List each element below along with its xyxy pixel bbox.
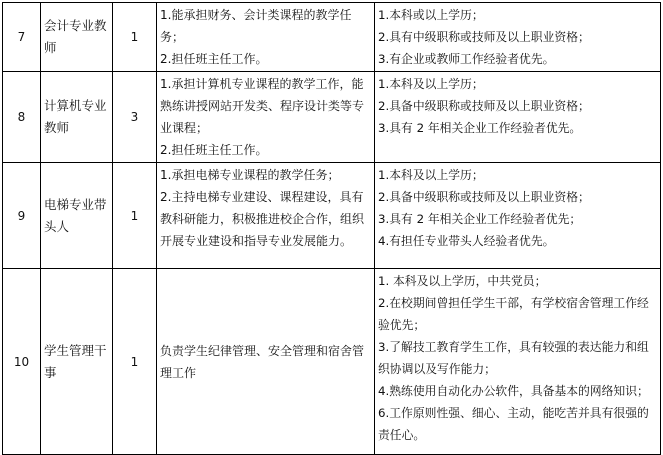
table-row — [3, 269, 661, 455]
requirements-cell — [375, 3, 661, 72]
requirement-line: 3.具有 2 年相关企业工作经验者优先； — [378, 212, 582, 226]
headcount: 1 — [113, 163, 157, 269]
duty-line: 1.承担计算机专业课程的教学工作，能熟练讲授网站开发类、程序设计类等专业课程； — [160, 77, 365, 135]
headcount: 1 — [113, 269, 157, 455]
position-name: 学生管理干事 — [41, 269, 113, 455]
requirement-line: 2.具备中级职称或技师及以上职业资格； — [378, 190, 590, 204]
row-number: 10 — [3, 269, 41, 455]
requirements-cell — [375, 72, 661, 163]
requirement-line: 3.具有 2 年相关企业工作经验者优先。 — [378, 121, 582, 135]
position-name: 电梯专业带头人 — [41, 163, 113, 269]
requirement-line: 1.本科或以上学历； — [378, 8, 484, 22]
duty-line: 2.主持电梯专业建设、课程建设，具有教科研能力，积极推进校企合作，组织开展专业建设和指导专业发展能力。 — [160, 190, 365, 248]
duty-line: 2.担任班主任工作。 — [160, 143, 268, 157]
requirement-line: 3.了解技工教育学生工作，具有较强的表达能力和组织协调以及写作能力； — [378, 340, 649, 376]
requirements-cell — [375, 163, 661, 269]
position-name: 计算机专业教师 — [41, 72, 113, 163]
table-row — [3, 72, 661, 163]
duties-cell — [157, 269, 375, 455]
row-number: 8 — [3, 72, 41, 163]
duties-cell — [157, 163, 375, 269]
requirement-line: 6.工作原则性强、细心、主动，能吃苦并具有很强的责任心。 — [378, 406, 649, 442]
duties-cell — [157, 72, 375, 163]
requirement-line: 2.具备中级职称或技师及以上职业资格； — [378, 99, 590, 113]
headcount: 3 — [113, 72, 157, 163]
requirement-line: 3.有企业或教师工作经验者优先。 — [378, 52, 555, 66]
table-row — [3, 163, 661, 269]
requirement-line: 1. 本科及以上学历，中共党员； — [378, 274, 547, 288]
position-name: 会计专业教师 — [41, 3, 113, 72]
requirements-cell — [375, 269, 661, 455]
recruitment-table — [2, 2, 661, 455]
table-row — [3, 3, 661, 72]
requirement-line: 1.本科及以上学历； — [378, 77, 484, 91]
requirement-line: 2.在校期间曾担任学生干部，有学校宿舍管理工作经验优先； — [378, 296, 649, 332]
duty-line: 1.能承担财务、会计类课程的教学任务； — [160, 8, 352, 44]
duty-line: 1.承担电梯专业课程的教学任务； — [160, 168, 340, 182]
requirement-line: 2.具有中级职称或技师及以上职业资格； — [378, 30, 590, 44]
requirement-line: 4.有担任专业带头人经验者优先。 — [378, 234, 555, 248]
requirement-line: 4.熟练使用自动化办公软件，具备基本的网络知识； — [378, 384, 649, 398]
headcount: 1 — [113, 3, 157, 72]
duties-cell — [157, 3, 375, 72]
row-number: 9 — [3, 163, 41, 269]
row-number: 7 — [3, 3, 41, 72]
requirement-line: 1.本科及以上学历； — [378, 168, 484, 182]
duty-line: 负责学生纪律管理、安全管理和宿舍管理工作 — [160, 343, 365, 380]
duty-line: 2.担任班主任工作。 — [160, 52, 268, 66]
